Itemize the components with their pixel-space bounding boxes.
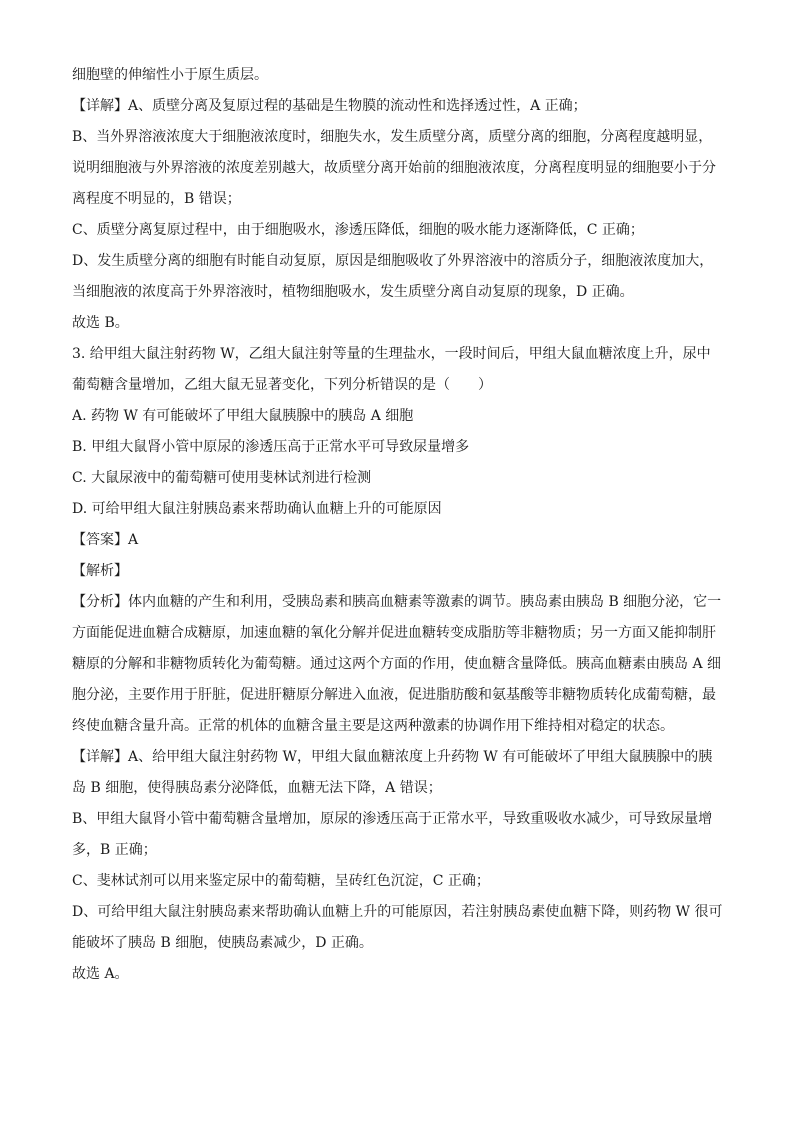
- analysis-heading: 【解析】: [72, 563, 128, 579]
- paragraph-line: 离程度不明显的，B 错误；: [72, 191, 241, 207]
- option-c: C. 大鼠尿液中的葡萄糖可使用斐林试剂进行检测: [72, 470, 372, 486]
- paragraph-line: 岛 B 细胞，使得胰岛素分泌降低，血糖无法下降，A 错误；: [72, 780, 442, 796]
- paragraph-line: 故选 B。: [72, 315, 129, 331]
- paragraph-line: 胞分泌，主要作用于肝脏，促进肝糖原分解进入血液，促进脂肪酸和氨基酸等非糖物质转化成葡萄糖，最: [72, 687, 716, 703]
- paragraph-line: 多，B 正确；: [72, 842, 157, 858]
- document-body: [72, 60, 724, 990]
- paragraph-line: 糖原的分解和非糖物质转化为葡萄糖。通过这两个方面的作用，使血糖含量降低。胰高血糖素由胰岛 A 细: [72, 656, 722, 672]
- paragraph-line: D、可给甲组大鼠注射胰岛素来帮助确认血糖上升的可能原因，若注射胰岛素使血糖下降，则药物 W 很可: [72, 904, 723, 920]
- paragraph-line: 终使血糖含量升高。正常的机体的血糖含量主要是这两种激素的协调作用下维持相对稳定的状态。: [72, 718, 674, 734]
- paragraph-line: B、甲组大鼠肾小管中葡萄糖含量增加，原尿的渗透压高于正常水平，导致重吸收水减少，可导致尿量增: [72, 811, 713, 827]
- paragraph-line: 故选 A。: [72, 966, 129, 982]
- paragraph-line: C、斐林试剂可以用来鉴定尿中的葡萄糖，呈砖红色沉淀，C 正确；: [72, 873, 490, 889]
- paragraph-line: D、发生质壁分离的细胞有时能自动复原，原因是细胞吸收了外界溶液中的溶质分子，细胞液浓度加大，: [72, 253, 714, 269]
- paragraph-line: 说明细胞液与外界溶液的浓度差别越大，故质壁分离开始前的细胞液浓度，分离程度明显的细胞要小于分: [72, 160, 716, 176]
- paragraph-line: 能破坏了胰岛 B 细胞，使胰岛素减少，D 正确。: [72, 935, 373, 951]
- option-a: A. 药物 W 有可能破坏了甲组大鼠胰腺中的胰岛 A 细胞: [72, 408, 414, 424]
- paragraph-line: B、当外界溶液浓度大于细胞液浓度时，细胞失水，发生质壁分离，质壁分离的细胞，分离程度越明显，: [72, 129, 713, 145]
- paragraph-line: 方面能促进血糖合成糖原，加速血糖的氧化分解并促进血糖转变成脂肪等非糖物质；另一方面又能抑制肝: [72, 625, 716, 641]
- option-b: B. 甲组大鼠肾小管中原尿的渗透压高于正常水平可导致尿量增多: [72, 439, 470, 455]
- question-stem: 3. 给甲组大鼠注射药物 W，乙组大鼠注射等量的生理盐水，一段时间后，甲组大鼠血糖浓度上升，尿中: [72, 346, 711, 362]
- option-d: D. 可给甲组大鼠注射胰岛素来帮助确认血糖上升的可能原因: [72, 501, 442, 517]
- paragraph-line: 【分析】体内血糖的产生和利用，受胰岛素和胰高血糖素等激素的调节。胰岛素由胰岛 B 细胞分泌，它一: [72, 594, 722, 610]
- question-stem: 葡萄糖含量增加，乙组大鼠无显著变化，下列分析错误的是（ ）: [72, 377, 492, 393]
- paragraph-line: 细胞壁的伸缩性小于原生质层。: [72, 67, 268, 83]
- paragraph-line: 【详解】A、质壁分离及复原过程的基础是生物膜的流动性和选择透过性，A 正确；: [72, 98, 587, 114]
- answer-label: 【答案】A: [72, 532, 139, 548]
- paragraph-line: 【详解】A、给甲组大鼠注射药物 W，甲组大鼠血糖浓度上升药物 W 有可能破坏了甲组大鼠胰腺中的胰: [72, 749, 713, 765]
- paragraph-line: C、质壁分离复原过程中，由于细胞吸水，渗透压降低，细胞的吸水能力逐渐降低，C 正确；: [72, 222, 644, 238]
- paragraph-line: 当细胞液的浓度高于外界溶液时，植物细胞吸水，发生质壁分离自动复原的现象，D 正确。: [72, 284, 634, 300]
